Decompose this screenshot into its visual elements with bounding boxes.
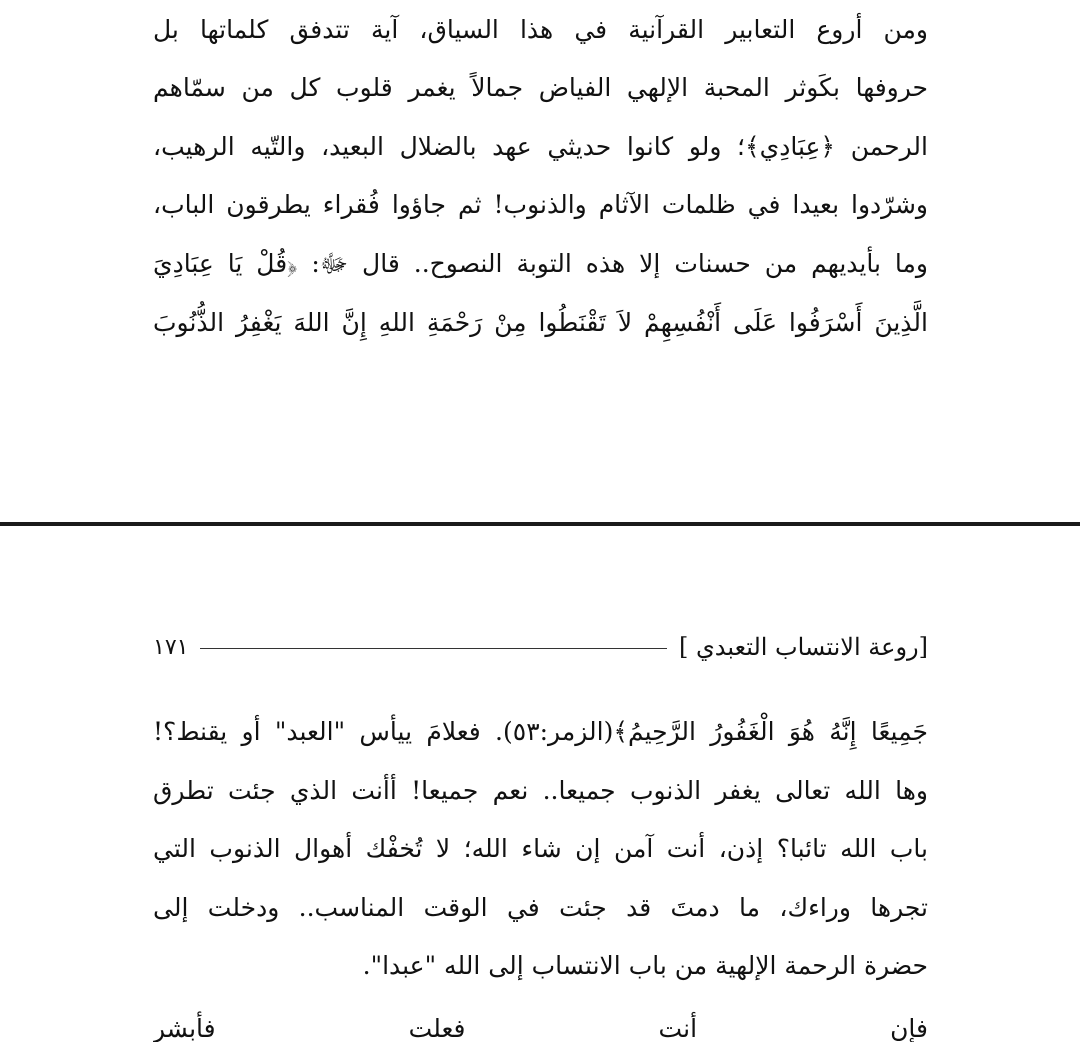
header-title: [روعة الانتساب التعبدي ] xyxy=(679,633,928,661)
text-line: تجرها وراءك، ما دمتَ قد جئت في الوقت المناسب.. ودخلت إلى xyxy=(153,892,928,922)
text-line: حروفها بكَوثر المحبة الإلهي الفياض جمالاً يغمر قلوب كل من سمّاهم xyxy=(153,73,928,103)
text-line: وما بأيديهم من حسنات إلا هذه التوبة النصوح.. قال ﷻ: ﴿قُلْ يَا عِبَادِيَ xyxy=(153,248,928,278)
running-header xyxy=(153,627,928,667)
text-line: حضرة الرحمة الإلهية من باب الانتساب إلى الله "عبدا". xyxy=(362,951,928,981)
page-bottom xyxy=(0,527,1080,1042)
text-line: الَّذِينَ أَسْرَفُوا عَلَى أَنْفُسِهِمْ لاَ تَقْنَطُوا مِنْ رَحْمَةِ اللهِ إِنَّ اللهَ يَغْفِرُ الذُّنُوبَ xyxy=(153,307,928,337)
bottom-text-block xyxy=(153,703,928,1042)
text-line: الرحمن ﴿عِبَادِي﴾؛ ولو كانوا حديثي عهد بالضلال البعيد، والتّيه الرهيب، xyxy=(153,131,928,161)
page-divider xyxy=(0,522,1080,526)
bottom-cut-line: فإن أنت فعلت فأبشر xyxy=(153,1013,928,1042)
page-number: ١٧١ xyxy=(153,634,189,660)
top-text-block xyxy=(153,0,928,352)
header-rule xyxy=(200,648,667,649)
text-line: وشرّدوا بعيدا في ظلمات الآثام والذنوب! ثم جاؤوا فُقراء يطرقون الباب، xyxy=(153,190,928,220)
text-line: وها الله تعالى يغفر الذنوب جميعا.. نعم جميعا! أأنت الذي جئت تطرق xyxy=(153,775,928,805)
text-line: باب الله تائبا؟ إذن، أنت آمن إن شاء الله؛ لا تُخفْك أهوال الذنوب التي xyxy=(153,834,928,864)
text-line: جَمِيعًا إِنَّهُ هُوَ الْغَفُورُ الرَّحِيمُ﴾(الزمر:٥٣). فعلامَ ييأس "العبد" أو يقنط؟! xyxy=(153,717,928,746)
text-line: ومن أروع التعابير القرآنية في هذا السياق، آية تتدفق كلماتها بل xyxy=(153,14,928,44)
